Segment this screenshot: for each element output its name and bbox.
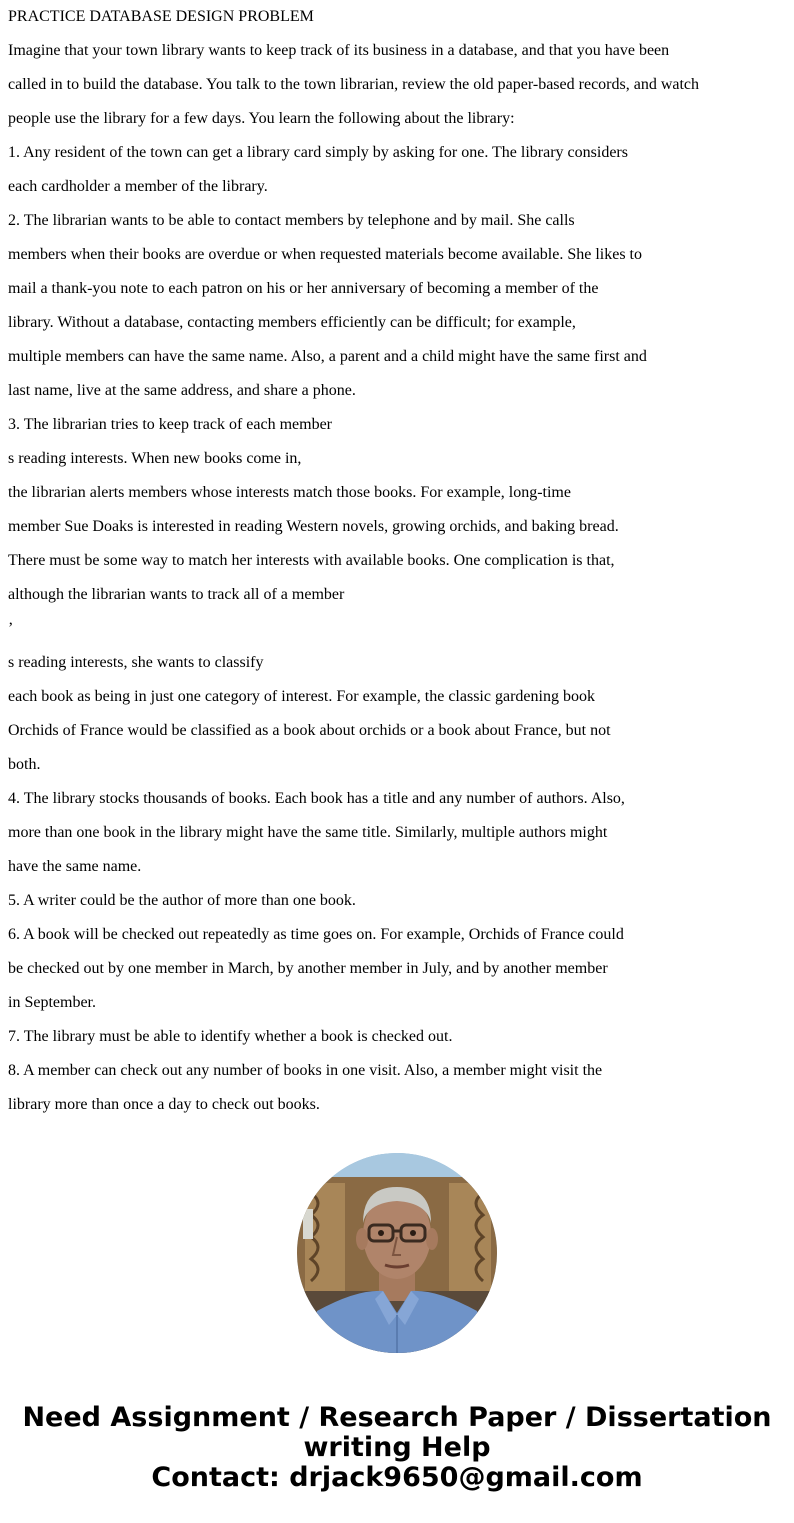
text-line: more than one book in the library might have the same title. Similarly, multiple authors might bbox=[8, 824, 608, 841]
text-line: 3. The librarian tries to keep track of each member bbox=[8, 416, 333, 433]
text-line: There must be some way to match her interests with available books. One complication is that, bbox=[8, 552, 615, 569]
text-line: 1. Any resident of the town can get a library card simply by asking for one. The library considers bbox=[8, 144, 628, 161]
author-avatar bbox=[297, 1153, 497, 1353]
text-line: although the librarian wants to track all of a member bbox=[8, 586, 345, 603]
text-line: members when their books are overdue or when requested materials become available. She likes to bbox=[8, 246, 642, 263]
text-line: people use the library for a few days. You learn the following about the library: bbox=[8, 110, 515, 127]
text-line: s reading interests, she wants to classify bbox=[8, 654, 264, 671]
text-line: both. bbox=[8, 756, 41, 773]
text-line: 2. The librarian wants to be able to contact members by telephone and by mail. She calls bbox=[8, 212, 575, 229]
text-line: 6. A book will be checked out repeatedly as time goes on. For example, Orchids of France could bbox=[8, 926, 624, 943]
text-line: called in to build the database. You talk to the town librarian, review the old paper-based records, and watch bbox=[8, 76, 700, 93]
text-line: 4. The library stocks thousands of books. Each book has a title and any number of authors. Also, bbox=[8, 790, 625, 807]
document-body bbox=[8, 0, 788, 1122]
text-line: mail a thank-you note to each patron on his or her anniversary of becoming a member of the bbox=[8, 280, 599, 297]
banner-headline: Need Assignment / Research Paper / Dissertation bbox=[22, 1402, 772, 1433]
banner-subheadline: writing Help bbox=[303, 1432, 491, 1463]
text-line: Orchids of France would be classified as a book about orchids or a book about France, but not bbox=[8, 722, 611, 739]
text-line: Imagine that your town library wants to keep track of its business in a database, and that you have been bbox=[8, 42, 670, 59]
document-title: PRACTICE DATABASE DESIGN PROBLEM bbox=[8, 8, 314, 25]
text-line: 7. The library must be able to identify whether a book is checked out. bbox=[8, 1028, 453, 1045]
text-line: the librarian alerts members whose interests match those books. For example, long-time bbox=[8, 484, 571, 501]
text-line: ’ bbox=[8, 620, 14, 637]
text-line: s reading interests. When new books come in, bbox=[8, 450, 302, 467]
text-line: member Sue Doaks is interested in reading Western novels, growing orchids, and baking bread. bbox=[8, 518, 619, 535]
text-line: multiple members can have the same name. Also, a parent and a child might have the same first and bbox=[8, 348, 647, 365]
author-photo bbox=[297, 1153, 497, 1353]
text-line: in September. bbox=[8, 994, 96, 1011]
contact-email: Contact: drjack9650@gmail.com bbox=[151, 1462, 643, 1493]
contact-banner bbox=[0, 1403, 794, 1493]
text-line: 5. A writer could be the author of more than one book. bbox=[8, 892, 356, 909]
text-line: each cardholder a member of the library. bbox=[8, 178, 268, 195]
text-line: last name, live at the same address, and share a phone. bbox=[8, 382, 356, 399]
text-line: library. Without a database, contacting members efficiently can be difficult; for example, bbox=[8, 314, 576, 331]
text-line: be checked out by one member in March, by another member in July, and by another member bbox=[8, 960, 608, 977]
text-line: 8. A member can check out any number of books in one visit. Also, a member might visit the bbox=[8, 1062, 603, 1079]
text-line: library more than once a day to check out books. bbox=[8, 1096, 320, 1113]
text-line: have the same name. bbox=[8, 858, 142, 875]
text-line: each book as being in just one category of interest. For example, the classic gardening book bbox=[8, 688, 595, 705]
